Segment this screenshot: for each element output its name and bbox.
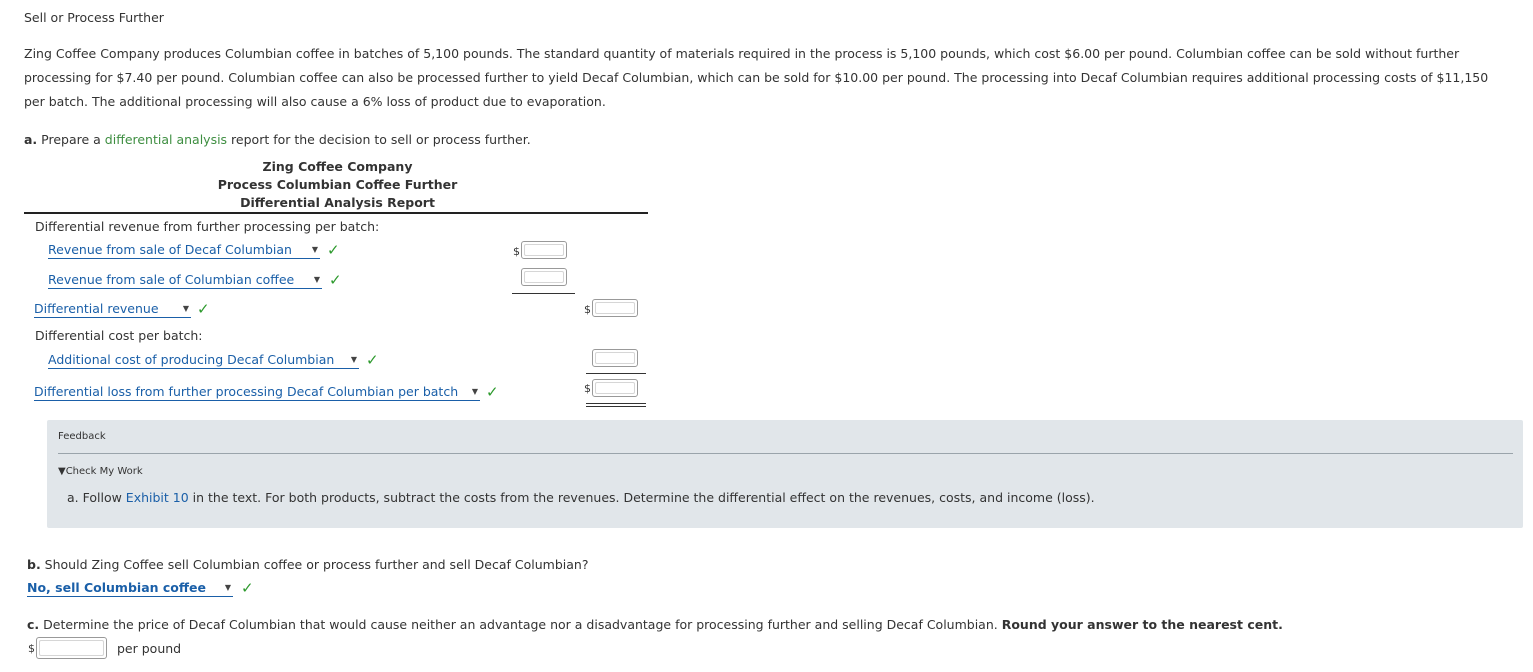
exhibit-10-link[interactable]: Exhibit 10 <box>125 490 189 505</box>
part-c-prompt <box>27 617 1283 632</box>
chevron-down-icon: ▼ <box>313 275 320 284</box>
currency-symbol: $ <box>584 382 591 395</box>
check-icon: ✓ <box>486 383 499 401</box>
cost-heading: Differential cost per batch: <box>35 328 203 343</box>
chevron-down-icon: ▼ <box>311 245 318 254</box>
differential-analysis-link[interactable]: differential analysis <box>104 132 228 147</box>
revenue-columbian-label: Revenue from sale of Columbian coffee <box>48 272 295 287</box>
part-c-rounding-note: Round your answer to the nearest cent. <box>1001 617 1283 632</box>
price-unit-label: per pound <box>117 641 182 656</box>
chevron-down-icon: ▼ <box>224 583 231 592</box>
check-my-work-toggle[interactable]: ▼Check My Work <box>58 466 143 477</box>
report-header-rule <box>24 212 648 214</box>
problem-intro: Zing Coffee Company produces Columbian coffee in batches of 5,100 pounds. The standard quantity of materials required in the process is 5,100 pounds, which cost $6.00 per pound. Columbian coffee can be sold without further processing for $7.40 per pound. Columbian coffee can also be processed further to yield Decaf Columbian, which can be sold for $10.00 per pound. The processing into Decaf Columbian requires additional processing costs of $11,150 per batch. The additional processing will also cause a 6% loss of product due to evaporation. <box>24 46 1489 109</box>
check-icon: ✓ <box>241 579 254 597</box>
revenue-columbian-input[interactable] <box>521 268 567 286</box>
page-title: Sell or Process Further <box>24 10 164 25</box>
differential-loss-dropdown[interactable] <box>34 384 480 401</box>
differential-loss-input[interactable] <box>592 379 638 397</box>
check-icon: ✓ <box>366 351 379 369</box>
feedback-text-after: in the text. For both products, subtract the costs from the revenues. Determine the differential effect on the revenues, costs, and income (loss). <box>188 490 1095 505</box>
part-b-prompt <box>27 557 588 572</box>
part-a-prefix: a. <box>24 132 38 147</box>
feedback-text-before: a. Follow <box>67 490 126 505</box>
differential-revenue-dropdown[interactable] <box>34 301 191 318</box>
check-icon: ✓ <box>197 300 210 318</box>
decision-label: No, sell Columbian coffee <box>27 580 206 595</box>
additional-cost-label: Additional cost of producing Decaf Columbian <box>48 352 335 367</box>
chevron-down-icon: ▼ <box>182 304 189 313</box>
part-c-question: Determine the price of Decaf Columbian that would cause neither an advantage nor a disadvantage for processing further and selling Decaf Columbian. <box>39 617 1002 632</box>
revenue-decaf-dropdown[interactable] <box>48 242 320 259</box>
differential-loss-label: Differential loss from further processing Decaf Columbian per batch <box>34 384 459 399</box>
check-icon: ✓ <box>329 271 342 289</box>
feedback-label: Feedback <box>58 431 106 442</box>
chevron-down-icon: ▼ <box>350 355 357 364</box>
additional-cost-input[interactable] <box>592 349 638 367</box>
currency-symbol: $ <box>28 642 35 655</box>
part-b-question: Should Zing Coffee sell Columbian coffee or process further and sell Decaf Columbian? <box>40 557 589 572</box>
part-c-prefix: c. <box>27 617 40 632</box>
check-icon: ✓ <box>327 241 340 259</box>
chevron-down-icon: ▼ <box>471 387 478 396</box>
total-rule <box>586 403 646 404</box>
feedback-panel <box>47 420 1523 528</box>
feedback-divider <box>58 453 1513 454</box>
currency-symbol: $ <box>584 303 591 316</box>
feedback-text <box>67 490 1095 505</box>
part-a-prompt <box>24 132 531 147</box>
part-a-text-before: Prepare a <box>37 132 105 147</box>
additional-cost-dropdown[interactable] <box>48 352 359 369</box>
report-subtitle: Process Columbian Coffee Further <box>217 177 458 192</box>
subtotal-rule <box>512 293 575 294</box>
subtotal-rule <box>586 373 646 374</box>
report-company: Zing Coffee Company <box>262 159 413 174</box>
part-a-text-after: report for the decision to sell or process further. <box>227 132 531 147</box>
breakeven-price-input[interactable] <box>36 637 107 659</box>
revenue-columbian-dropdown[interactable] <box>48 272 322 289</box>
revenue-decaf-input[interactable] <box>521 241 567 259</box>
differential-revenue-input[interactable] <box>592 299 638 317</box>
revenue-heading: Differential revenue from further processing per batch: <box>35 219 380 234</box>
revenue-decaf-label: Revenue from sale of Decaf Columbian <box>48 242 292 257</box>
decision-dropdown[interactable] <box>27 580 233 597</box>
total-rule <box>586 406 646 407</box>
part-b-prefix: b. <box>27 557 41 572</box>
currency-symbol: $ <box>513 245 520 258</box>
report-name: Differential Analysis Report <box>240 195 435 210</box>
differential-revenue-label: Differential revenue <box>34 301 159 316</box>
